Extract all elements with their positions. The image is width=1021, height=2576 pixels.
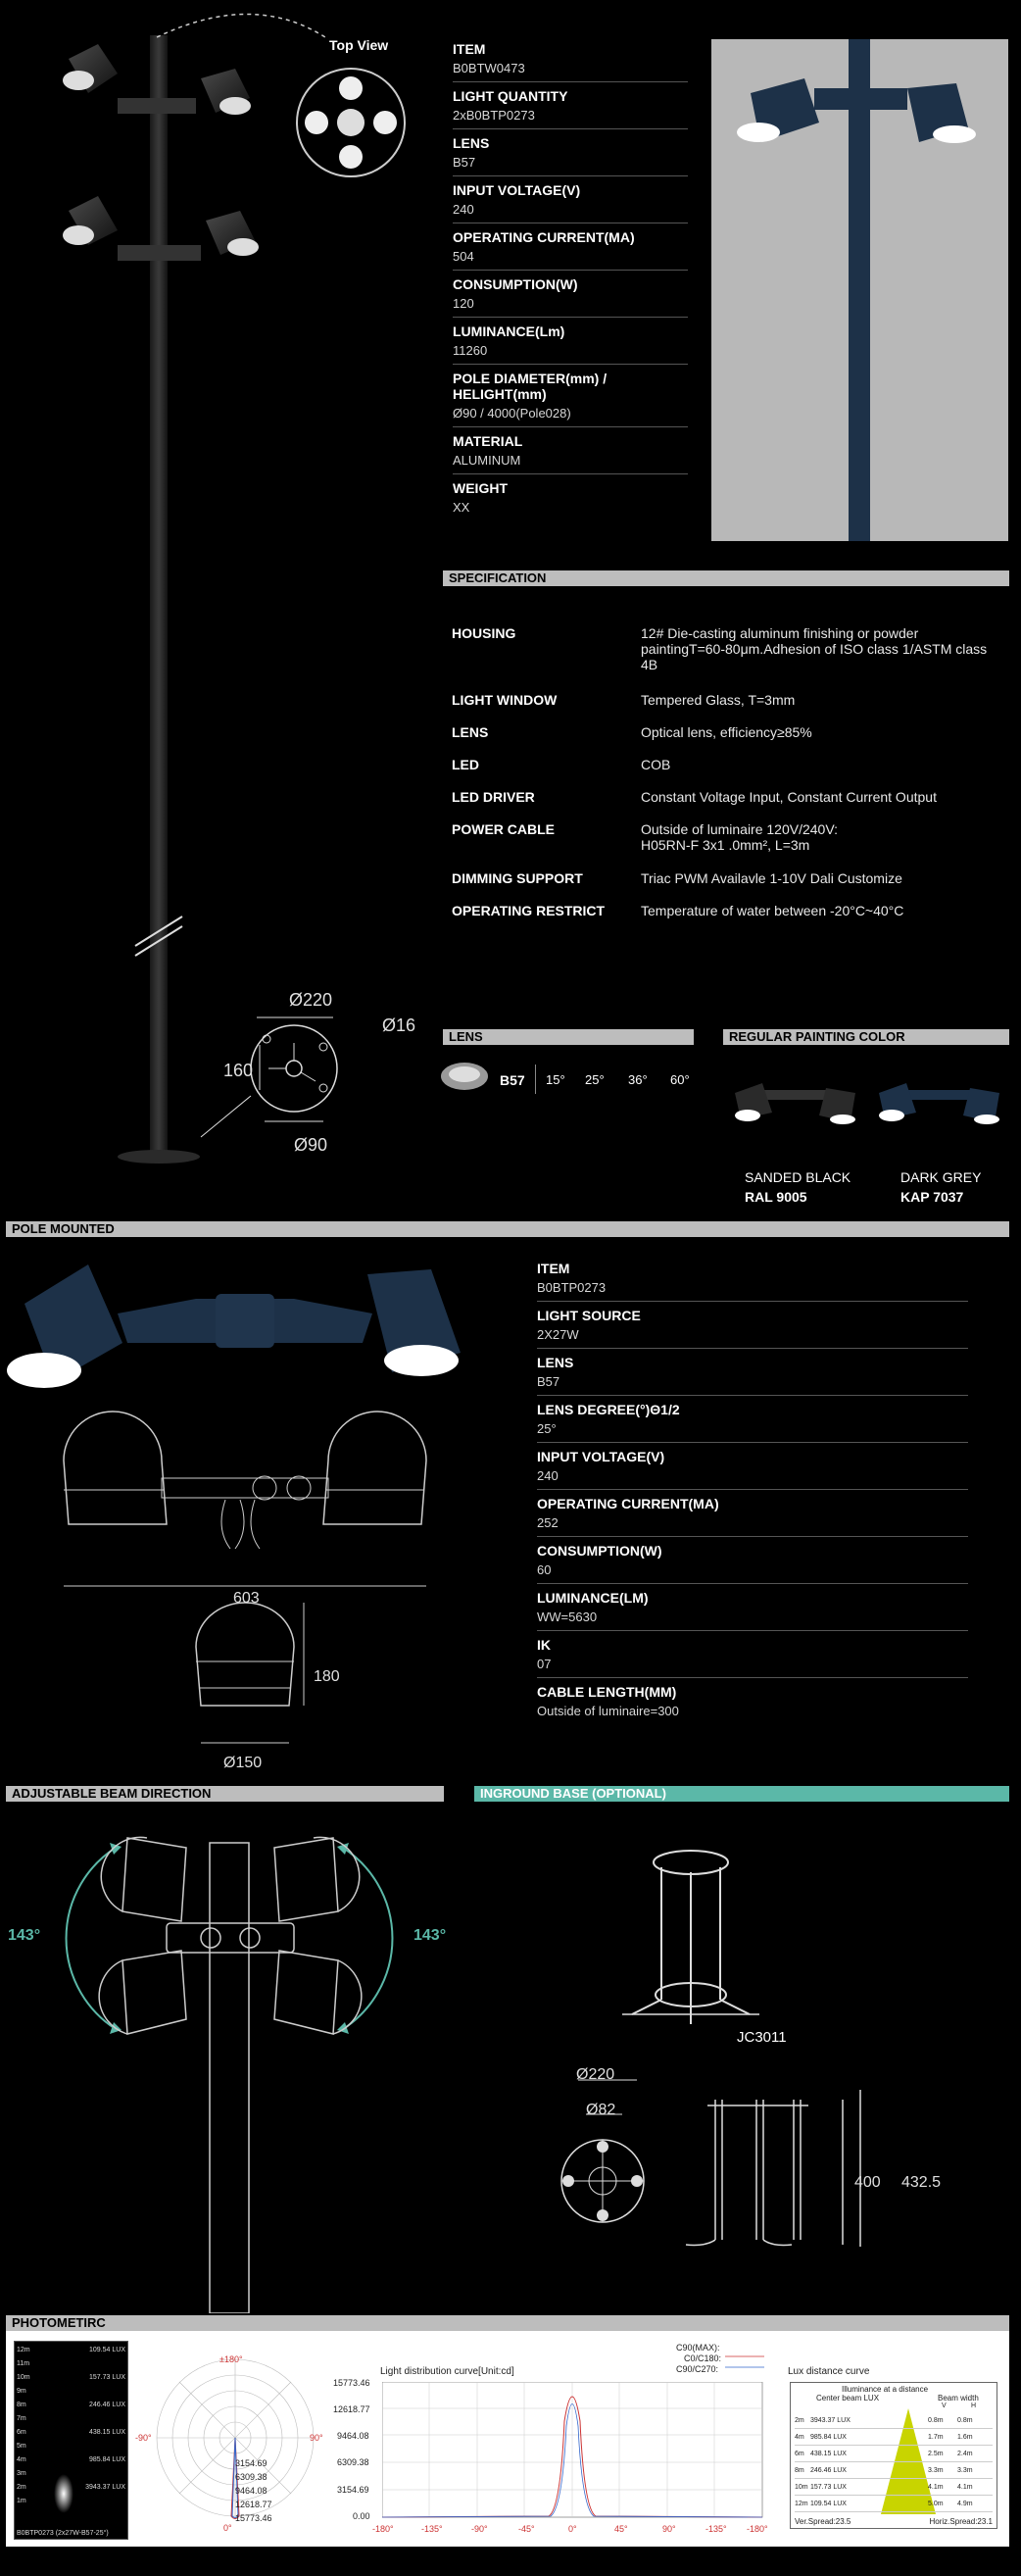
dim-height: 180 [314, 1668, 340, 1685]
polar-top: ±180° [219, 2354, 243, 2364]
curve-x-label: 0° [568, 2524, 577, 2534]
painting-bar: REGULAR PAINTING COLOR [723, 1029, 1009, 1045]
lux-row: 10m 157.73 LUX 4.1m 4.1m [795, 2479, 993, 2496]
lens-bar: LENS [443, 1029, 694, 1045]
dim-d-pole: Ø90 [294, 1135, 328, 1155]
lux-row: 12m 109.54 LUX 5.0m 4.9m [795, 2496, 993, 2512]
curve-x-label: -180° [372, 2524, 394, 2534]
lens-divider [535, 1065, 536, 1094]
spec-item: IK 07 [537, 1631, 968, 1678]
thumb-row: 5m [17, 2443, 26, 2450]
dim-d-inner: Ø82 [586, 2102, 616, 2118]
spec-item: INPUT VOLTAGE(V) 240 [453, 176, 688, 223]
dim-h2: 432.5 [901, 2174, 942, 2191]
lux-row: 8m 246.46 LUX 3.3m 3.3m [795, 2462, 993, 2479]
spec-item: CABLE LENGTH(MM) Outside of luminaire=300 [537, 1684, 679, 1718]
curve-chart [382, 2382, 764, 2519]
thumb-row: 11m [17, 2360, 30, 2367]
thumb-beam [54, 2474, 73, 2513]
curve-legend: C90(MAX): [676, 2343, 720, 2353]
legend-lines [725, 2347, 774, 2376]
thumb-row: 8m 246.46 LUX [17, 2402, 125, 2408]
thumb-row: 3m [17, 2470, 26, 2477]
photometric-bar: PHOTOMETIRC [6, 2315, 1009, 2331]
lux-row: 2m 3943.37 LUX 0.8m 0.8m [795, 2412, 993, 2429]
lens-angle: 36° [628, 1072, 648, 1087]
thumb-row: 4m 985.84 LUX [17, 2456, 125, 2463]
inground-bar: INGROUND BASE (OPTIONAL) [474, 1786, 1009, 1802]
spec-item: MATERIAL ALUMINUM [453, 427, 688, 474]
inground-code: JC3011 [737, 2029, 787, 2046]
spec-item: LUMINANCE(LM) WW=5630 [537, 1584, 968, 1631]
pole-mounted-drawing [0, 1245, 490, 1774]
specification-bar: SPECIFICATION [443, 570, 1009, 586]
thumb-row: 2m 3943.37 LUX [17, 2484, 125, 2491]
spec-item: LENS B57 [537, 1349, 968, 1396]
lux-rows [795, 2412, 993, 2512]
thumb-caption: B0BTP0273 (2x27W-B57-25°) [17, 2530, 109, 2537]
curve-x-label: -90° [471, 2524, 488, 2534]
polar-right: 90° [310, 2433, 323, 2443]
lens-angle: 25° [585, 1072, 605, 1087]
dim-d-top: Ø220 [289, 990, 333, 1010]
curve-y-label: 15773.46 [333, 2378, 370, 2388]
dim-h1: 400 [854, 2174, 881, 2191]
curve-x-label: -135° [705, 2524, 727, 2534]
lens-code: B57 [500, 1072, 525, 1088]
thumb-row: 10m 157.73 LUX [17, 2374, 125, 2381]
angle-left: 143° [8, 1927, 41, 1944]
adjustable-drawing [0, 1813, 461, 2313]
thumb-row: 9m [17, 2388, 26, 2395]
spec-item: ITEM B0BTP0273 [537, 1255, 968, 1302]
photometric-thumbnail [14, 2341, 128, 2540]
spec-item: WEIGHT XX [453, 480, 508, 515]
curve-y-label: 6309.38 [337, 2457, 369, 2467]
polar-bottom: 0° [223, 2523, 232, 2533]
dim-height: 160 [223, 1061, 254, 1080]
spec-item: CONSUMPTION(W) 120 [453, 271, 688, 318]
polar-value: 12618.77 [235, 2500, 272, 2509]
dim-d-outer: Ø220 [576, 2066, 615, 2083]
spec-item: INPUT VOLTAGE(V) 240 [537, 1443, 968, 1490]
spec-item: POLE DIAMETER(mm) / HELIGHT(mm) Ø90 / 4000(Pole028) [453, 365, 688, 427]
color-name: SANDED BLACK [745, 1169, 851, 1185]
spec-item: CONSUMPTION(W) 60 [537, 1537, 968, 1584]
color-swatch-black [733, 1078, 860, 1127]
spec-item: LENS DEGREE(°)Θ1/2 25° [537, 1396, 968, 1443]
polar-value: 9464.08 [235, 2486, 267, 2496]
lux-title: Lux distance curve [788, 2366, 870, 2377]
lens-icon [439, 1059, 490, 1094]
adjustable-bar: ADJUSTABLE BEAM DIRECTION [6, 1786, 444, 1802]
polar-value: 3154.69 [235, 2458, 267, 2468]
spec-item: ITEM B0BTW0473 [453, 35, 688, 82]
curve-y-label: 9464.08 [337, 2431, 369, 2441]
polar-value: 15773.46 [235, 2513, 272, 2523]
polar-value: 6309.38 [235, 2472, 267, 2482]
thumb-row: 12m 109.54 LUX [17, 2347, 125, 2353]
color-code: RAL 9005 [745, 1189, 807, 1205]
angle-right: 143° [413, 1927, 447, 1944]
color-code: KAP 7037 [900, 1189, 964, 1205]
spec-item: LUMINANCE(Lm) 11260 [453, 318, 688, 365]
lens-angle: 60° [670, 1072, 690, 1087]
curve-y-label: 0.00 [353, 2511, 370, 2521]
product-photo [711, 39, 1008, 541]
curve-title: Light distribution curve[Unit:cd] [380, 2366, 514, 2377]
inground-drawing [529, 1833, 970, 2264]
curve-x-label: -135° [421, 2524, 443, 2534]
thumb-row: 1m [17, 2498, 26, 2504]
lux-row: 6m 438.15 LUX 2.5m 2.4m [795, 2446, 993, 2462]
spec-item: LIGHT QUANTITY 2xB0BTP0273 [453, 82, 688, 129]
curve-legend: C0/C180: [684, 2353, 722, 2363]
spec-item: LENS B57 [453, 129, 688, 176]
dim-dia: Ø150 [223, 1755, 263, 1771]
product-spec-list [453, 35, 688, 520]
curve-x-label: -180° [747, 2524, 768, 2534]
dim-d-hole: Ø16 [382, 1016, 416, 1035]
curve-legend: C90/C270: [676, 2364, 719, 2374]
curve-x-label: -45° [518, 2524, 535, 2534]
spec-item: OPERATING CURRENT(MA) 252 [537, 1490, 968, 1537]
spec-item: OPERATING CURRENT(MA) 504 [453, 223, 688, 271]
thumb-row: 6m 438.15 LUX [17, 2429, 125, 2436]
color-name: DARK GREY [900, 1169, 982, 1185]
thumb-row: 7m [17, 2415, 26, 2422]
pole-mounted-spec-list [537, 1255, 968, 1724]
lux-row: 4m 985.84 LUX 1.7m 1.6m [795, 2429, 993, 2446]
lux-table: Illuminance at a distance Center beam LUX Beam width V H 2m 3943.37 LUX 0.8m 0.8m 4m 985.84 LUX 1.7m 1.6m 6m 438.15 LUX 2.5m 2.4m 8m 246.46 LUX 3.3m 3.3m 10m 157.73 LUX 4.1m 4.1m 12m 109.54 LUX 5.0m 4.9m Ver.Spread:23.5 Horiz.Spread:23.1 [790, 2382, 997, 2529]
top-view-label: Top View [329, 37, 389, 53]
curve-x-label: 90° [662, 2524, 676, 2534]
curve-x-label: 45° [614, 2524, 628, 2534]
pole-mounted-bar: POLE MOUNTED [6, 1221, 1009, 1237]
pole-drawing [0, 0, 441, 1176]
curve-y-label: 12618.77 [333, 2404, 370, 2414]
polar-left: -90° [135, 2433, 152, 2443]
spec-item: LIGHT SOURCE 2X27W [537, 1302, 968, 1349]
lens-angle: 15° [546, 1072, 565, 1087]
dim-width: 603 [233, 1590, 260, 1607]
color-swatch-grey [877, 1078, 1004, 1127]
curve-y-label: 3154.69 [337, 2485, 369, 2495]
